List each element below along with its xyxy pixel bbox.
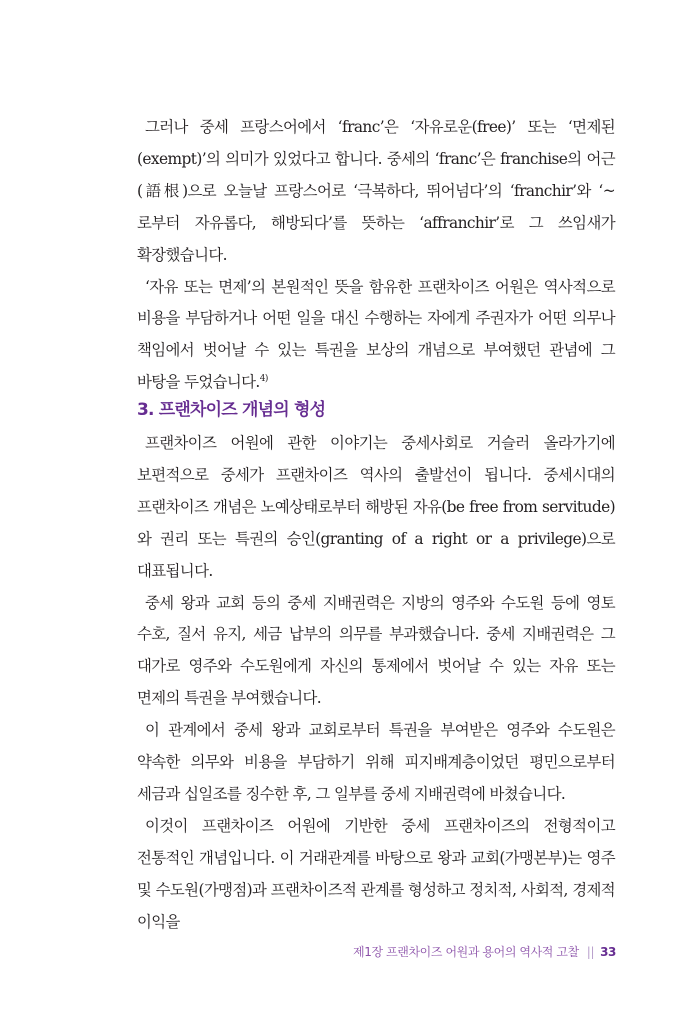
page-number: 33: [600, 945, 616, 959]
footnote-reference: 4): [259, 374, 268, 385]
section-heading: 3. 프랜차이즈 개념의 형성: [137, 400, 326, 420]
page-footer: [353, 944, 616, 960]
body-text-bottom: [137, 428, 615, 939]
paragraph-lords-monasteries: 이 관계에서 중세 왕과 교회로부터 특권을 부여받은 영주와 수도원은 약속한 의무와 비용을 부담하기 위해 피지배계층이었던 평민으로부터 세금과 십일조를 징수한 후, 그 일부를 중세 지배권력에 바쳤습니다.: [137, 721, 615, 803]
paragraph-franchise-origin-text: ‘자유 또는 면제’의 본원적인 뜻을 함유한 프랜차이즈 어원은 역사적으로 비용을 부담하거나 어떤 일을 대신 수행하는 자에게 주권자가 어떤 의무나 책임에서 벗어날 수 있는 특권을 보상의 개념으로 부여했던 관념에 그 바탕을 두었습니다.: [137, 277, 615, 392]
paragraph-medieval-power: 중세 왕과 교회 등의 중세 지배권력은 지방의 영주와 수도원 등에 영토 수호, 질서 유지, 세금 납부의 의무를 부과했습니다. 중세 지배권력은 그 대가로 영주와 수도원에게 자신의 통제에서 벗어날 수 있는 자유 또는 면제의 특권을 부여했습니다.: [137, 593, 615, 708]
footer-chapter-title: 제1장 프랜차이즈 어원과 용어의 역사적 고찰: [353, 945, 579, 959]
paragraph-franchise-origin: [137, 272, 615, 400]
paragraph-franc-meaning: 그러나 중세 프랑스어에서 ‘franc’은 ‘자유로운(free)’ 또는 ‘면제된(exempt)’의 의미가 있었다고 합니다. 중세의 ‘franc’은 franchise의 어근(語根)으로 오늘날 프랑스어로 ‘극복하다, 뛰어넘다’의 ‘franchir’와 ‘~로부터 자유롭다, 해방되다’를 뜻하는 ‘affranchir’로 그 쓰임새가 확장했습니다.: [137, 118, 615, 264]
paragraph-traditional-concept: 이것이 프랜차이즈 어원에 기반한 중세 프랜차이즈의 전형적이고 전통적인 개념입니다. 이 거래관계를 바탕으로 왕과 교회(가맹본부)는 영주 및 수도원(가맹점)과 프랜차이즈적 관계를 형성하고 정치적, 사회적, 경제적 이익을: [137, 816, 615, 931]
footer-separator: ||: [586, 945, 595, 959]
body-text-top: [137, 112, 615, 399]
paragraph-medieval-origin: 프랜차이즈 어원에 관한 이야기는 중세사회로 거슬러 올라가기에 보편적으로 중세가 프랜차이즈 역사의 출발선이 됩니다. 중세시대의 프랜차이즈 개념은 노예상태로부터 해방된 자유(be free from servitude)와 권리 또는 특권의 승인(granting of a right or a privilege)으로 대표됩니다.: [137, 434, 615, 580]
